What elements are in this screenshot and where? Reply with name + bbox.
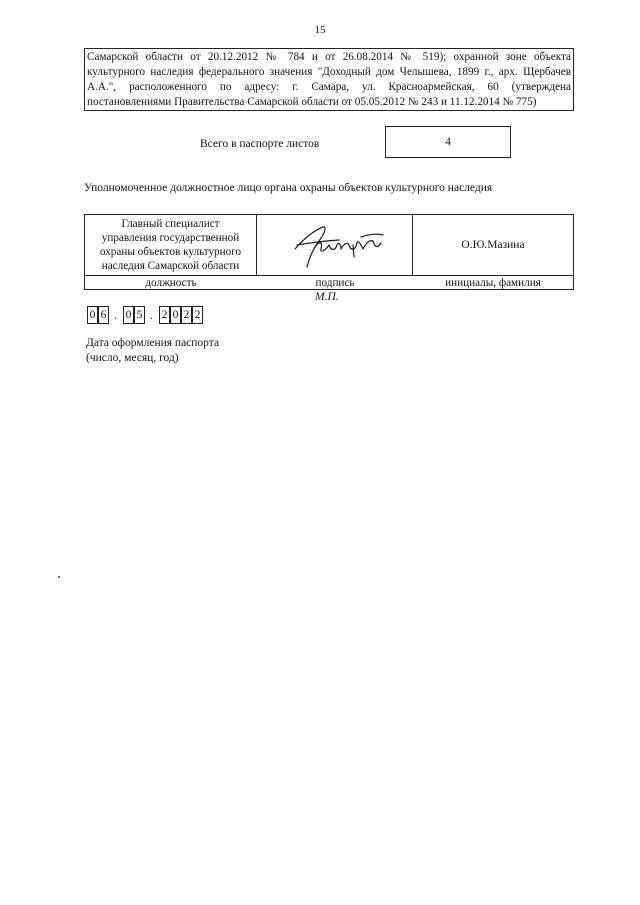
position-cell [85, 215, 257, 275]
date-caption [86, 336, 219, 366]
position-label: должность [145, 277, 197, 289]
description-line: А.А.", расположенного по адресу: г. Самара, ул. Красноармейская, 60 (утверждена [87, 81, 571, 93]
position-line: охраны объектов культурного [99, 246, 242, 258]
description-line: культурного наследия федерального значения "Доходный дом Челышева, 1899 г., арх. Щербачев [87, 66, 571, 78]
table-divider [85, 275, 573, 276]
signature-table [84, 214, 574, 290]
box-bottom-border [386, 157, 510, 158]
date-digit: 2 [159, 306, 170, 324]
date-separator: . [114, 308, 117, 322]
date-digit: 2 [181, 306, 192, 324]
date-digit: 0 [170, 306, 181, 324]
date-caption-line: Дата оформления паспорта [86, 337, 220, 349]
description-line: Самарской области от 20.12.2012 № 784 и от 26.08.2014 № 519); охранной зоне объекта [87, 51, 571, 63]
description-line: постановлениями Правительства Самарской области от 05.05.2012 № 243 и 11.12.2014 № 775) [87, 96, 537, 108]
scan-speck [58, 576, 60, 578]
position-line: наследия Самарской области [101, 260, 240, 272]
position-line: управления государственной [101, 232, 240, 244]
authorized-official-label: Уполномоченное должностное лицо органа охраны объектов культурного наследия [84, 182, 493, 194]
box-top-border [386, 126, 510, 127]
sheets-count-box [385, 126, 511, 158]
name-label: инициалы, фамилия [445, 277, 541, 289]
date-digit: 0 [123, 306, 134, 324]
handwritten-signature [257, 215, 413, 275]
position-line: Главный специалист [121, 218, 220, 230]
date-digit: 5 [134, 306, 145, 324]
stamp-place-label: М.П. [315, 291, 339, 303]
date-caption-line: (число, месяц, год) [86, 352, 179, 364]
date-digit: 0 [87, 306, 98, 324]
name-cell: О.Ю.Мазина [461, 239, 525, 251]
signature-label: подпись [315, 277, 355, 289]
page-number: 15 [314, 24, 326, 36]
date-digit: 6 [98, 306, 109, 324]
signature-cell [257, 215, 413, 275]
sheets-count-label: Всего в паспорте листов [200, 138, 320, 150]
date-digit: 2 [192, 306, 203, 324]
object-description-box [84, 48, 574, 111]
sheets-count-value: 4 [445, 136, 451, 148]
date-separator: . [150, 308, 153, 322]
